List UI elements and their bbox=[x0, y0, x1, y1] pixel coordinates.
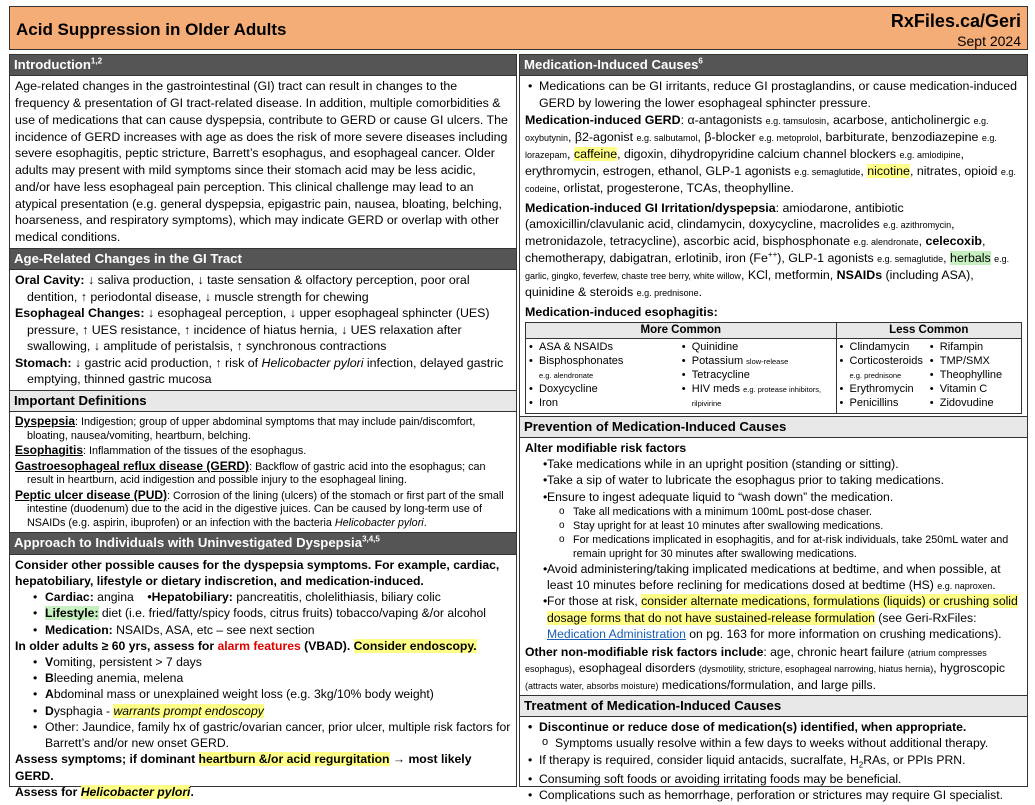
other-risk: Other non-modifiable risk factors include: age, chronic heart failure (atrium compresses esophagus), esophageal disorders (dysmotility, stricture, esophageal narrowing, hiatus hernia), hygroscopic (attracts water, absorbs moisture) medications/formulation, and large pills. bbox=[525, 645, 1006, 692]
mc-quinidine: • Quinidine bbox=[681, 340, 834, 354]
lc-theophylline: • Theophylline bbox=[929, 368, 1019, 382]
approach-heading: Approach to Individuals with Uninvestigated Dyspepsia$^{3,4,5}$ bbox=[10, 532, 516, 554]
page-header bbox=[9, 6, 1028, 50]
esophagitis-table bbox=[525, 322, 1022, 414]
treat-b4: • Complications such as hemorrhage, perforation or strictures may require GI specialist. bbox=[525, 787, 1022, 803]
med-irritation: Medication-induced GI Irritation/dyspepsia: amiodarone, antibiotic (amoxicillin/clavulanic acid, clindamycin, doxycycline, macrolides e.g. azithromycin, metronidazole, tetracycline), ascorbic acid, bisphosphonate e.g. alendronate, celecoxib, chemotherapy, dabigatran, erlotinib, iron (Fe++), GLP-1 agonists e.g. semaglutide, herbals e.g. garlic, gingko, feverfew, chaste tree berry, white willow, KCl, metformin, NSAIDs (including ASA), quinidine & steroids e.g. prednisone. bbox=[525, 200, 1010, 299]
assess-hpylori: Assess for Helicobacter pylori. bbox=[15, 784, 194, 799]
lc-zidovudine: • Zidovudine bbox=[929, 396, 1019, 410]
right-column bbox=[519, 54, 1028, 802]
prev-b3: • Ensure to ingest adequate liquid to “wash down” the medication. bbox=[525, 489, 1022, 505]
def-dyspepsia: Dyspepsia: Indigestion; group of upper abdominal symptoms that may include pain/discomfort, bloating, nausea/vomiting, heartburn, belching. bbox=[15, 414, 476, 442]
lc-penicillins: • Penicillins bbox=[839, 396, 929, 410]
def-esophagitis: Esophagitis: Inflammation of the tissues of the esophagus. bbox=[15, 443, 307, 458]
prevention-heading: Prevention of Medication-Induced Causes bbox=[520, 416, 1027, 438]
mc-potassium: • Potassium slow-release bbox=[681, 354, 834, 368]
age-item-esophageal: Esophageal Changes: ↓ esophageal perception, ↓ upper esophageal sphincter (UES) pressure, ↑ UES resistance, ↑ incidence of hiatus hernia, ↓ UES relaxation after swallowing, ↓ amplitude of peristalsis, ↑ synchronous contractions bbox=[15, 306, 490, 354]
lc-erythro: • Erythromycin bbox=[839, 382, 929, 396]
lc-cortico: • Corticosteroids e.g. prednisone bbox=[839, 354, 929, 382]
treat-b3: • Consuming soft foods or avoiding irritating foods may be beneficial. bbox=[525, 771, 1022, 787]
approach-body bbox=[10, 555, 516, 802]
medication-administration-link[interactable]: Medication Administration bbox=[547, 626, 686, 641]
alter-label: Alter modifiable risk factors bbox=[525, 441, 687, 456]
prev-b5: • For those at risk, consider alternate medications, formulations (liquids) or crushing solid dosage forms that do not have sustained-release formulation (see Geri-RxFiles: Medication Administration on pg. 163 for more information on crushing medications). bbox=[525, 593, 1022, 642]
older-adults-line: In older adults ≥ 60 yrs, assess for alarm features (VBAD). Consider endoscopy. bbox=[15, 638, 477, 653]
vbad-a: • Abdominal mass or unexplained weight loss (e.g. 3kg/10% body weight) bbox=[15, 686, 511, 702]
mc-iron: • Iron bbox=[528, 396, 681, 410]
treatment-heading: Treatment of Medication-Induced Causes bbox=[520, 695, 1027, 717]
defs-heading: Important Definitions bbox=[10, 390, 516, 412]
treat-b2: • If therapy is required, consider liquid antacids, sucralfate, $H_2RAs$, or PPIs PRN. bbox=[525, 752, 1022, 771]
mc-asa: • ASA & NSAIDs bbox=[528, 340, 681, 354]
mc-tetracycline: • Tetracycline bbox=[681, 368, 834, 382]
vbad-v: • Vomiting, persistent > 7 days bbox=[15, 654, 511, 670]
vbad-d: • Dysphagia - warrants prompt endoscopy bbox=[15, 703, 511, 719]
cause-medication: • Medication: NSAIDs, ASA, etc – see next section bbox=[15, 622, 511, 638]
age-item-stomach: Stomach: ↓ gastric acid production, ↑ risk of Helicobacter pylori infection, delayed gastric emptying, thinned gastric mucosa bbox=[15, 355, 504, 387]
prev-b4: • Avoid administering/taking implicated medications at bedtime, and when possible, at least 10 minutes before reclining for medications dosed at bedtime (HS) e.g. naproxen. bbox=[525, 561, 1022, 593]
prev-b2: • Take a sip of water to lubricate the esophagus prior to taking medications. bbox=[525, 472, 1022, 488]
intro-text: Age-related changes in the gastrointestinal (GI) tract can result in changes to the frequency & presentation of GI tract-related disease. In addition, multiple comorbidities & use of medications that can cause dyspepsia, contribute to GERD or cause GI ulcers. The incidence of GERD increases with age as does the risk of more severe diseases including severe esophagitis, peptic stricture, Barrett’s esophagus, and esophageal cancer. Older adults may present with mild symptoms since their stomach acid may be less acidic, and/or have less esophageal pain perception. This clinical challenge may lead to an atypical presentation (e.g. general dyspepsia, epigastric pain, nausea, bloating, belching, hoarseness, and respiratory symptoms), which may indicate GERD or overlap with other medical conditions. bbox=[15, 79, 508, 245]
vbad-b: • Bleeding anemia, melena bbox=[15, 670, 511, 686]
prev-s3: o For medications implicated in esophagitis, and for at-risk individuals, take 250mL water and remain upright for 30 minutes after swallowing medications. bbox=[525, 533, 1022, 561]
treatment-body bbox=[520, 717, 1027, 805]
prevention-body bbox=[520, 438, 1027, 695]
med-body bbox=[520, 76, 1027, 415]
treat-s1: o Symptoms usually resolve within a few days to weeks without additional therapy. bbox=[525, 735, 1022, 751]
lc-vitc: • Vitamin C bbox=[929, 382, 1019, 396]
less-common-header: Less Common bbox=[836, 322, 1022, 339]
publish-date: Sept 2024 bbox=[957, 33, 1021, 49]
med-bullet: • Medications can be GI irritants, reduce GI prostaglandins, or cause medication-induced GERD by lowering the lower esophageal sphincter pressure. bbox=[525, 78, 1022, 112]
page bbox=[9, 6, 1028, 802]
lc-tmpsmx: • TMP/SMX bbox=[929, 354, 1019, 368]
assess-symptoms: Assess symptoms; if dominant heartburn &/or acid regurgitation → most likely GERD. bbox=[15, 752, 472, 783]
more-common-cell bbox=[526, 339, 837, 413]
age-heading: Age-Related Changes in the GI Tract bbox=[10, 248, 516, 270]
intro-heading: Introduction$^{1,2}$ bbox=[10, 55, 516, 76]
age-item-oral: Oral Cavity: ↓ saliva production, ↓ taste sensation & olfactory perception, poor oral dentition, ↑ periodontal disease, ↓ muscle strength for chewing bbox=[15, 273, 470, 304]
med-gerd: Medication-induced GERD: α-antagonists e.g. tamsulosin, acarbose, anticholinergic e.g. oxybutynin, β2-agonist e.g. salbutamol, β-blocker e.g. metoprolol, barbiturate, benzodiazepine e.g. lorazepam, caffeine, digoxin, dihydropyridine calcium channel blockers e.g. amlodipine, erythromycin, estrogen, ethanol, GLP-1 agonists e.g. semaglutide, nicotine, nitrates, opioid e.g. codeine, orlistat, progesterone, TCAs, theophylline. bbox=[525, 113, 1016, 195]
site-name[interactable]: RxFiles.ca/Geri bbox=[890, 11, 1021, 31]
left-column bbox=[9, 54, 517, 799]
less-common-cell bbox=[836, 339, 1022, 413]
def-pud: Peptic ulcer disease (PUD): Corrosion of the lining (ulcers) of the stomach or first part of the small intestine (duodenum) due to the acid in the digestive juices. Can be caused by long-term use of NSAIDs (e.g. aspirin, ibuprofen) or an infection with the bacteria Helicobacter pylori. bbox=[15, 487, 504, 529]
eso-label: Medication-induced esophagitis: bbox=[525, 304, 718, 319]
mc-bisphos: • Bisphosphonates e.g. alendronate bbox=[528, 354, 681, 382]
def-gerd: Gastroesophageal reflux disease (GERD): Backflow of gastric acid into the esophagus; can result in heartburn, acid indigestion and possible injury to the esophageal lining. bbox=[15, 458, 486, 487]
prev-b1: • Take medications while in an upright position (standing or sitting). bbox=[525, 456, 1022, 472]
lc-clinda: • Clindamycin bbox=[839, 340, 929, 354]
vbad-other: • Other: Jaundice, family hx of gastric/ovarian cancer, prior ulcer, multiple risk factors for Barrett’s and/or new onset GERD. bbox=[15, 719, 511, 751]
mc-hiv: • HIV meds e.g. protease inhibitors, rilpivirine bbox=[681, 382, 834, 410]
lc-rifampin: • Rifampin bbox=[929, 340, 1019, 354]
mc-doxy: • Doxycycline bbox=[528, 382, 681, 396]
approach-lead: Consider other possible causes for the dyspepsia symptoms. For example, cardiac, hepatobiliary, lifestyle or dietary indiscretion, and medication-induced. bbox=[15, 557, 500, 588]
age-body bbox=[10, 270, 516, 390]
cause-lifestyle: • Lifestyle: diet (i.e. fried/fatty/spicy foods, citrus fruits) tobacco/vaping &/or alcohol bbox=[15, 605, 511, 621]
prev-s2: o Stay upright for at least 10 minutes after swallowing medications. bbox=[525, 519, 1022, 533]
cause-cardiac: • Cardiac: angina •Hepatobiliary: pancreatitis, cholelithiasis, biliary colic bbox=[15, 589, 511, 605]
med-heading: Medication-Induced Causes$^6$ bbox=[520, 55, 1027, 76]
page-title: Acid Suppression in Older Adults bbox=[16, 20, 287, 39]
more-common-header: More Common bbox=[526, 322, 837, 339]
defs-body bbox=[10, 412, 516, 532]
treat-b1: • Discontinue or reduce dose of medication(s) identified, when appropriate. bbox=[525, 719, 1022, 735]
prev-s1: o Take all medications with a minimum 100mL post-dose chaser. bbox=[525, 505, 1022, 519]
